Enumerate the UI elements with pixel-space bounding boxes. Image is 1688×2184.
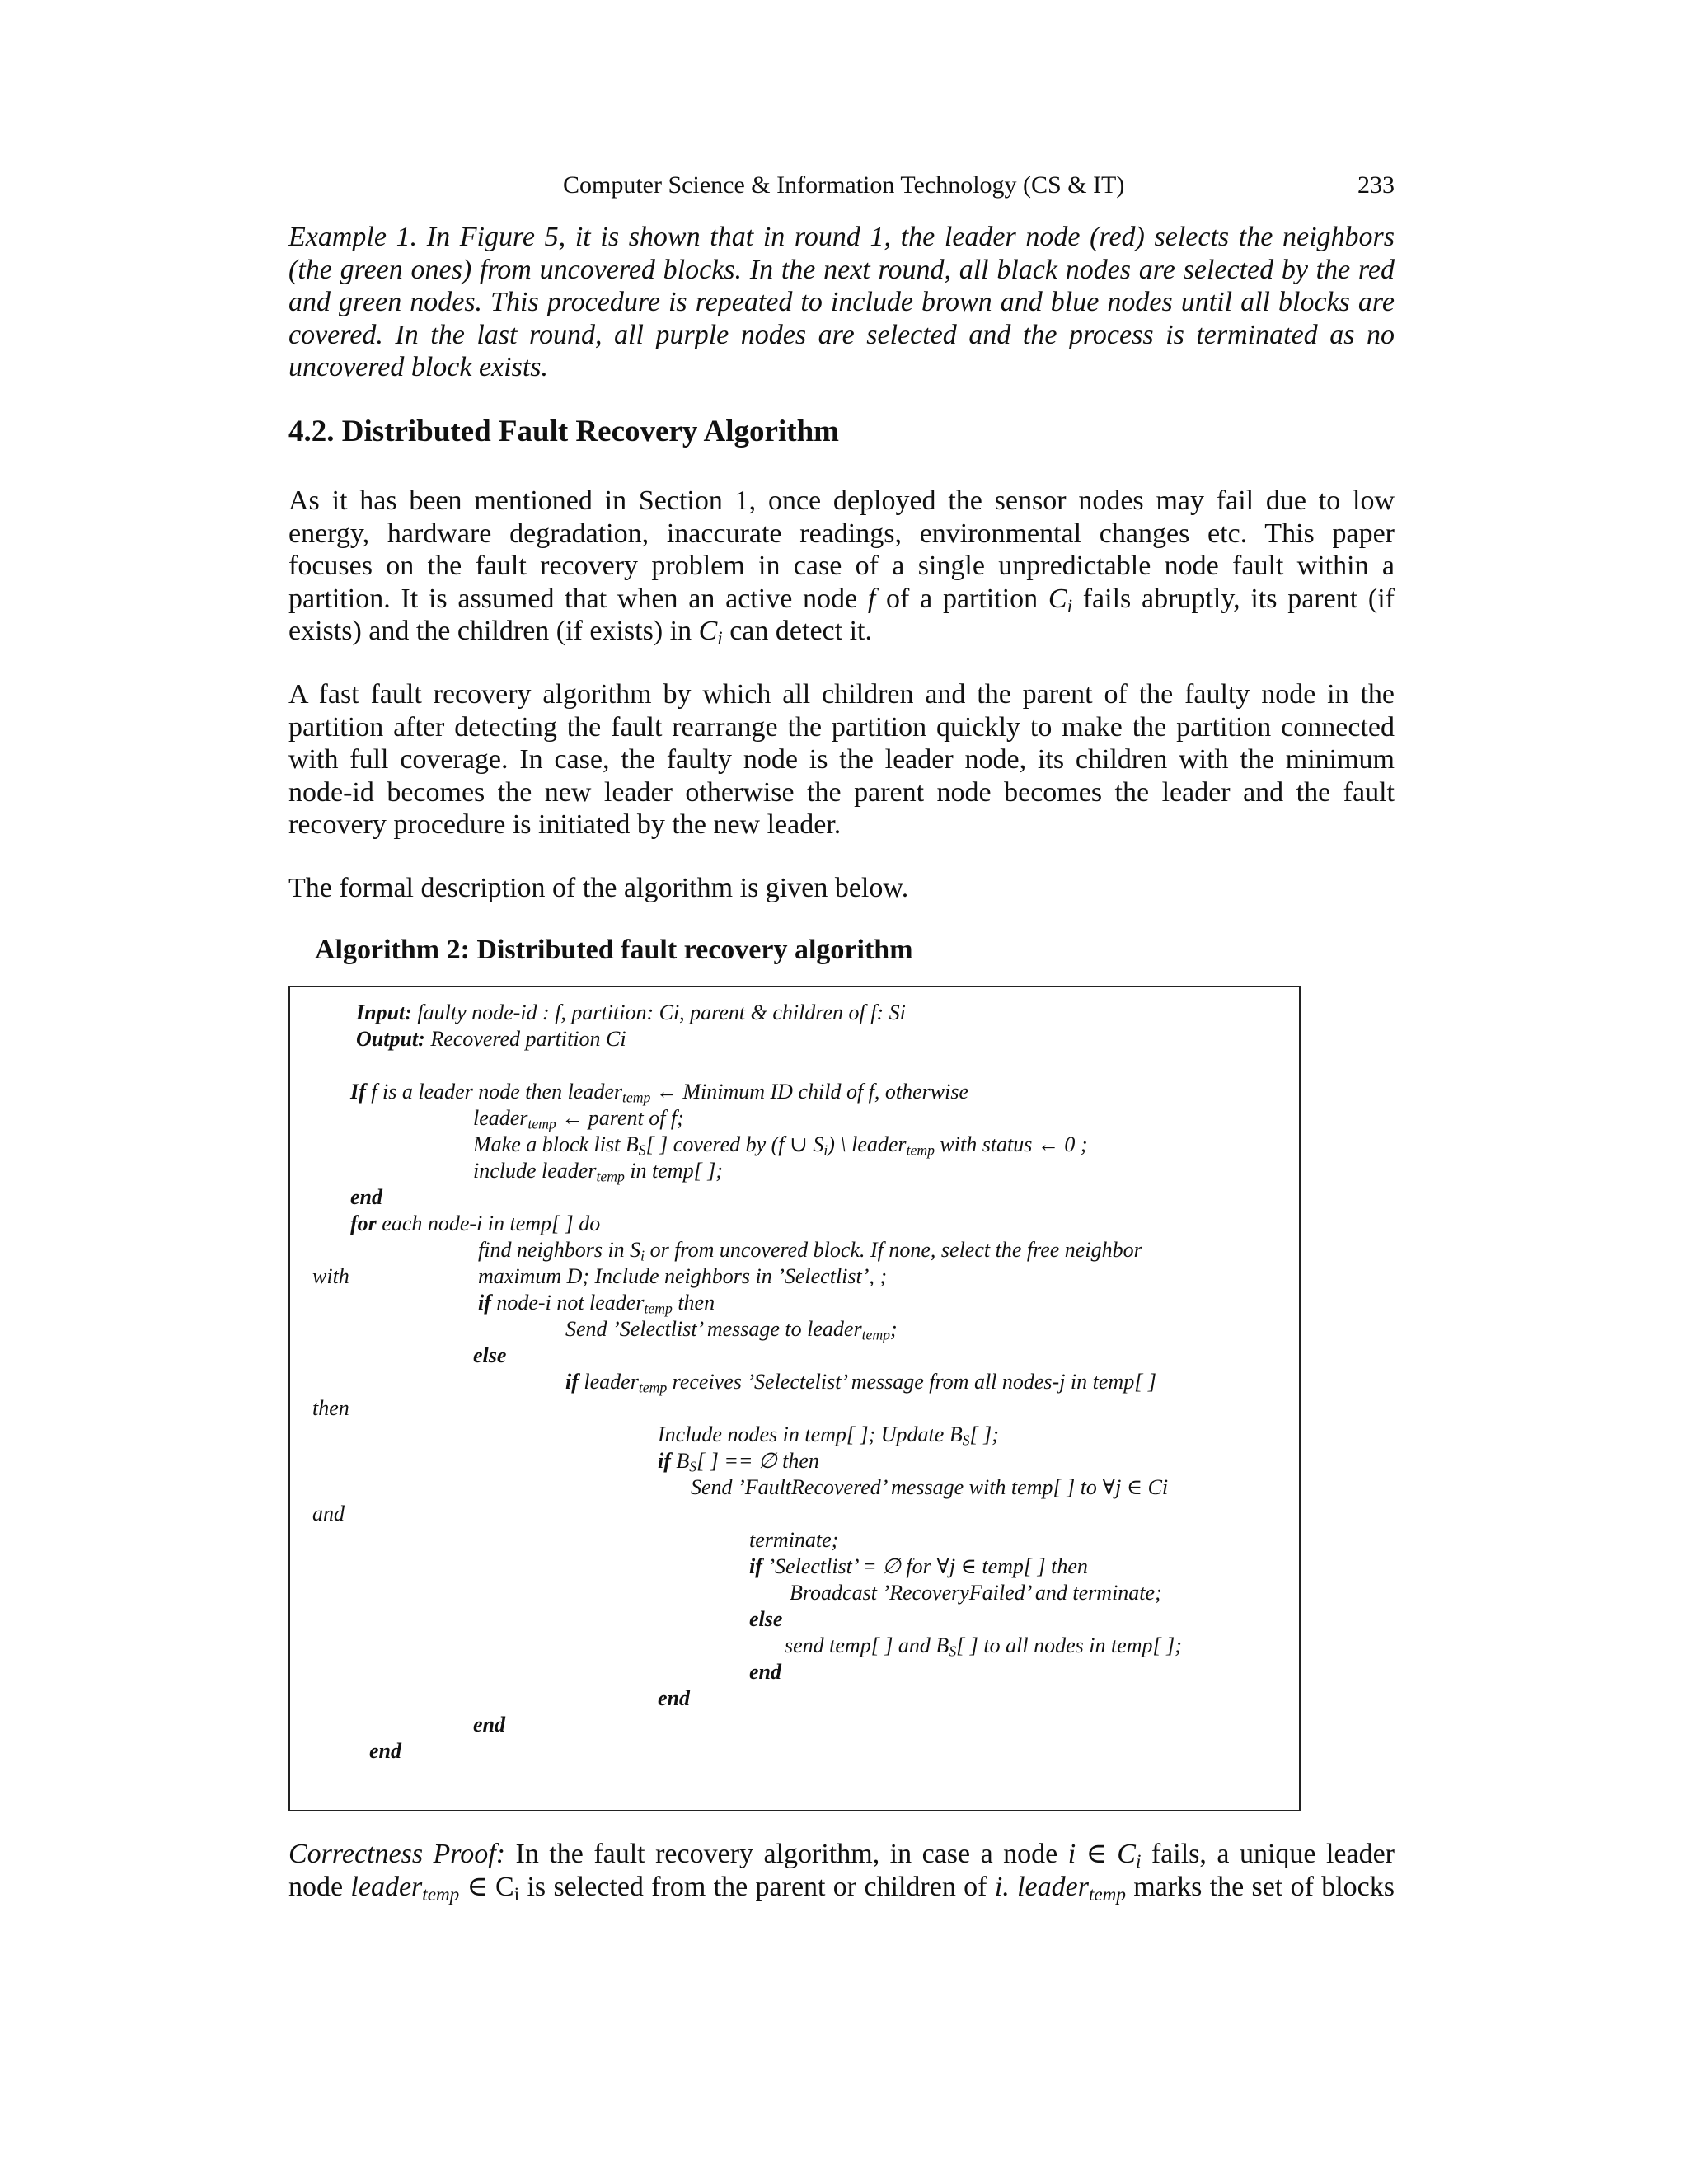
proof-line: node leader$_{temp}$ ∈ $C_i$ is selected from the parent or children of i. leader$_{temp}$ marks the set of blocks <box>288 1871 1395 1905</box>
algo-output: Output: Recovered partition Ci <box>356 1027 626 1051</box>
para1-line: energy, hardware degradation, inaccurate readings, environmental changes etc. This paper <box>288 518 1395 549</box>
paragraph-2 <box>288 678 1395 841</box>
algo-line: terminate; <box>749 1528 839 1552</box>
algo-else: else <box>473 1343 507 1367</box>
paragraph-1 <box>288 485 1395 648</box>
algo-wrap-word: then <box>312 1396 349 1420</box>
para1-line: As it has been mentioned in Section 1, once deployed the sensor nodes may fail due to low <box>288 485 1395 516</box>
example-line: uncovered block exists. <box>288 352 548 382</box>
paragraph-3 <box>288 872 1395 905</box>
algo-line: if leader$_{temp}$ receives ’Selectelist’ message from all nodes-j in temp[ ] <box>565 1370 1156 1396</box>
algo-line: leader$_{temp}$ ← parent of f; <box>473 1106 684 1132</box>
algo-line: Broadcast ’RecoveryFailed’ and terminate; <box>790 1581 1162 1605</box>
algo-line: if ’Selectlist’ = ∅ for ∀j ∈ temp[ ] then <box>749 1554 1088 1578</box>
running-header <box>288 171 1395 204</box>
algo-line: if node-i not leader$_{temp}$ then <box>478 1291 715 1317</box>
para1-line: partition. It is assumed that when an active node f of a partition $C_i$ fails abruptly, its parent (if <box>288 583 1395 617</box>
page-number: 233 <box>1357 171 1395 199</box>
para2-line: node-id becomes the new leader otherwise the parent node becomes the leader and the fault <box>288 776 1395 808</box>
algo-line: if $B_S$[ ] == ∅ then <box>658 1449 819 1475</box>
algo-line: include leader$_{temp}$ in temp[ ]; <box>473 1159 723 1185</box>
algo-end: end <box>369 1739 401 1763</box>
algo-for: for each node-i in temp[ ] do <box>350 1212 601 1235</box>
algo-if-leader: If f is a leader node then leader$_{temp}$ ← Minimum ID child of f, otherwise <box>350 1080 968 1106</box>
para3-line: The formal description of the algorithm is given below. <box>288 873 909 903</box>
algo-end: end <box>473 1713 505 1736</box>
para1-line: focuses on the fault recovery problem in case of a single unpredictable node fault within a <box>288 551 1395 581</box>
algo-line: Include nodes in temp[ ]; Update $B_S$[ ]; <box>658 1422 999 1449</box>
algo-wrap-word: and <box>312 1502 345 1526</box>
algo-end: end <box>658 1686 690 1710</box>
section-heading: 4.2. Distributed Fault Recovery Algorithm <box>288 415 839 448</box>
para2-line: recovery procedure is initiated by the new leader. <box>288 809 842 840</box>
algo-line: find neighbors in $S_i$ or from uncovered block. If none, select the free neighbor <box>478 1238 1142 1264</box>
algo-line: Send ’FaultRecovered’ message with temp[ ] to ∀j ∈ Ci <box>691 1475 1169 1499</box>
example-line: and green nodes. This procedure is repeated to include brown and blue nodes until all blocks are <box>288 287 1395 317</box>
proof-line: Correctness Proof: In the fault recovery algorithm, in case a node i ∈ $C_i$ fails, a unique leader <box>288 1839 1395 1872</box>
correctness-proof-paragraph <box>288 1838 1395 1903</box>
para2-line: partition after detecting the fault rearrange the partition quickly to make the partition connected <box>288 711 1395 743</box>
algo-wrap-word: with <box>312 1264 349 1288</box>
algo-line: Send ’Selectlist’ message to leader$_{temp}$; <box>565 1317 898 1343</box>
algo-end: end <box>350 1185 382 1209</box>
algorithm-heading: Algorithm 2: Distributed fault recovery algorithm <box>315 935 913 965</box>
para1-line: exists) and the children (if exists) in $C_i$ can detect it. <box>288 616 872 649</box>
example-line: (the green ones) from uncovered blocks. In the next round, all black nodes are selected by the red <box>288 254 1395 285</box>
algo-else: else <box>749 1607 783 1631</box>
example-line: covered. In the last round, all purple nodes are selected and the process is terminated as no <box>288 319 1395 350</box>
para2-line: with full coverage. In case, the faulty node is the leader node, its children with the minimum <box>288 744 1395 775</box>
example-paragraph <box>288 221 1395 384</box>
algo-input: Input: faulty node-id : f, partition: Ci, parent & children of f: Si <box>356 1001 906 1024</box>
algo-line: Make a block list $B_S$[ ] covered by (f ∪ $S_i$) \ leader$_{temp}$ with status ← 0 ; <box>473 1132 1088 1159</box>
para2-line: A fast fault recovery algorithm by which all children and the parent of the faulty node in the <box>288 679 1395 710</box>
example-line: Example 1. In Figure 5, it is shown that in round 1, the leader node (red) selects the neighbors <box>288 222 1395 252</box>
algo-line: maximum D; Include neighbors in ’Selectlist’, ; <box>478 1264 888 1288</box>
algo-end: end <box>749 1660 781 1684</box>
algo-line: send temp[ ] and $B_S$[ ] to all nodes in temp[ ]; <box>785 1633 1182 1660</box>
algorithm-box <box>288 986 1301 1811</box>
journal-title: Computer Science & Information Technology (CS & IT) <box>563 171 1125 199</box>
